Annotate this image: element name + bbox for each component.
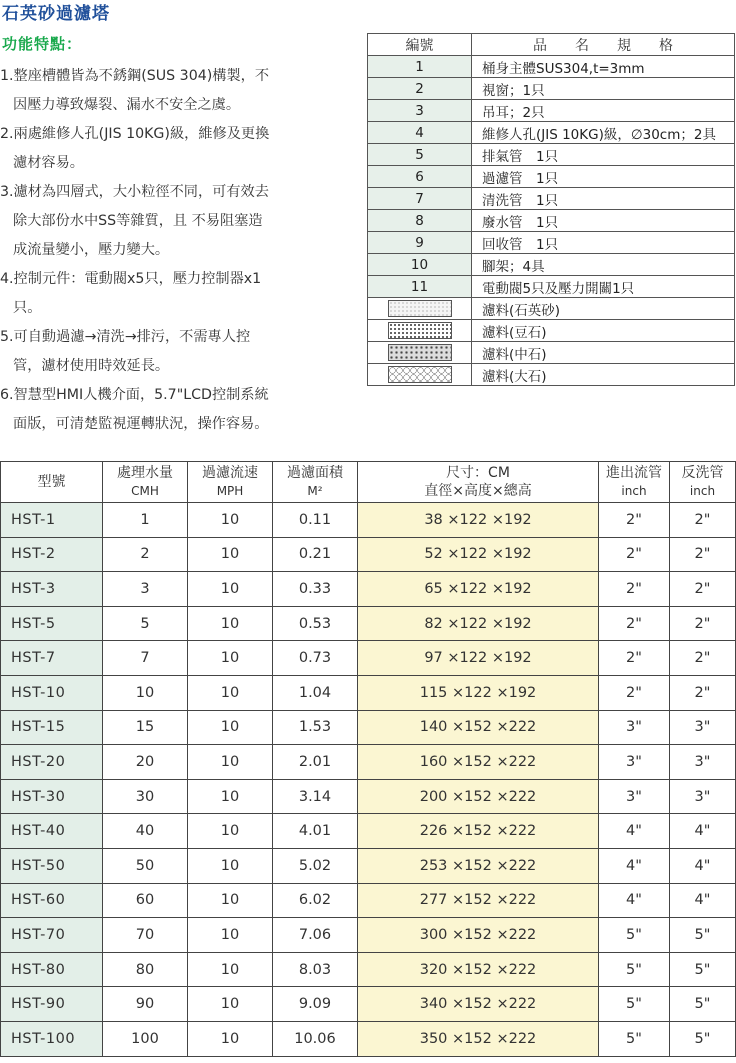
capacity-cell: 70 (103, 918, 188, 953)
speed-header (188, 462, 273, 503)
size-cell: 200 ×152 ×222 (358, 779, 599, 814)
table-row (1, 745, 736, 780)
media-row (368, 298, 735, 320)
size-cell: 52 ×122 ×192 (358, 537, 599, 572)
area-cell: 7.06 (273, 918, 358, 953)
model-cell: HST-20 (1, 745, 103, 780)
parts-name: 過濾管 1只 (472, 166, 735, 188)
capacity-cell: 50 (103, 848, 188, 883)
parts-name: 維修人孔(JIS 10KG)級，∅30cm；2具 (472, 122, 735, 144)
speed-cell: 10 (188, 572, 273, 607)
feature-line: 2.兩處維修人孔(JIS 10KG)級，維修及更換 (0, 126, 270, 142)
backwash-cell: 3" (670, 779, 736, 814)
backwash-cell: 3" (670, 745, 736, 780)
media-row (368, 342, 735, 364)
parts-name: 桶身主體SUS304,t=3mm (472, 56, 735, 78)
backwash-cell: 5" (670, 987, 736, 1022)
feature-item (0, 178, 352, 265)
speed-cell: 10 (188, 1021, 273, 1056)
capacity-cell: 60 (103, 883, 188, 918)
inout-cell: 3" (599, 745, 670, 780)
feature-item (0, 62, 352, 120)
parts-row (368, 100, 735, 122)
media-swatch-cell (368, 364, 472, 386)
quartz-sand-swatch (388, 300, 452, 317)
area-cell: 4.01 (273, 814, 358, 849)
feature-line: 1.整座槽體皆為不銹鋼(SUS 304)構製，不 (0, 68, 270, 84)
area-cell: 0.11 (273, 503, 358, 538)
area-cell: 0.73 (273, 641, 358, 676)
model-cell: HST-100 (1, 1021, 103, 1056)
size-cell: 340 ×152 ×222 (358, 987, 599, 1022)
capacity-cell: 80 (103, 952, 188, 987)
header-label: 反洗管 (681, 465, 724, 481)
speed-cell: 10 (188, 641, 273, 676)
parts-header-row (368, 34, 735, 56)
parts-no: 3 (368, 100, 472, 122)
header-unit: inch (621, 484, 647, 498)
area-cell: 0.21 (273, 537, 358, 572)
parts-row (368, 144, 735, 166)
table-row (1, 987, 736, 1022)
model-cell: HST-15 (1, 710, 103, 745)
capacity-cell: 30 (103, 779, 188, 814)
table-row (1, 675, 736, 710)
inout-cell: 2" (599, 503, 670, 538)
parts-name: 排氣管 1只 (472, 144, 735, 166)
area-cell: 6.02 (273, 883, 358, 918)
feature-line: 濾材容易。 (13, 155, 84, 171)
pea-gravel-swatch (388, 322, 452, 339)
capacity-cell: 7 (103, 641, 188, 676)
inout-cell: 2" (599, 675, 670, 710)
model-cell: HST-5 (1, 606, 103, 641)
speed-cell: 10 (188, 503, 273, 538)
feature-item (0, 323, 352, 381)
capacity-cell: 10 (103, 675, 188, 710)
inout-cell: 4" (599, 883, 670, 918)
backwash-cell: 3" (670, 710, 736, 745)
inout-cell: 2" (599, 572, 670, 607)
speed-cell: 10 (188, 883, 273, 918)
parts-name: 視窗；1只 (472, 78, 735, 100)
parts-name: 回收管 1只 (472, 232, 735, 254)
backwash-cell: 4" (670, 848, 736, 883)
inout-cell: 4" (599, 814, 670, 849)
media-name: 濾料(豆石) (472, 320, 735, 342)
parts-no: 7 (368, 188, 472, 210)
table-row (1, 918, 736, 953)
capacity-cell: 90 (103, 987, 188, 1022)
speed-cell: 10 (188, 952, 273, 987)
parts-row (368, 254, 735, 276)
parts-row (368, 210, 735, 232)
inout-cell: 5" (599, 918, 670, 953)
size-cell: 320 ×152 ×222 (358, 952, 599, 987)
backwash-cell: 2" (670, 503, 736, 538)
inout-cell: 3" (599, 710, 670, 745)
inout-header (599, 462, 670, 503)
feature-line: 3.濾材為四層式，大小粒徑不同，可有效去 (0, 184, 269, 200)
speed-cell: 10 (188, 987, 273, 1022)
feature-line: 4.控制元件：電動閥x5只，壓力控制器x1 (0, 271, 262, 287)
media-name: 濾料(大石) (472, 364, 735, 386)
area-cell: 1.53 (273, 710, 358, 745)
parts-name: 吊耳；2只 (472, 100, 735, 122)
parts-row (368, 232, 735, 254)
parts-no: 1 (368, 56, 472, 78)
parts-no: 2 (368, 78, 472, 100)
feature-item (0, 381, 352, 439)
table-row (1, 572, 736, 607)
header-unit: M² (307, 484, 323, 498)
area-cell: 10.06 (273, 1021, 358, 1056)
size-header (358, 462, 599, 503)
table-row (1, 883, 736, 918)
model-header (1, 462, 103, 503)
speed-cell: 10 (188, 710, 273, 745)
parts-row (368, 122, 735, 144)
parts-row (368, 276, 735, 298)
inout-cell: 2" (599, 606, 670, 641)
backwash-cell: 4" (670, 814, 736, 849)
backwash-cell: 5" (670, 1021, 736, 1056)
capacity-cell: 1 (103, 503, 188, 538)
capacity-cell: 20 (103, 745, 188, 780)
capacity-cell: 5 (103, 606, 188, 641)
size-cell: 350 ×152 ×222 (358, 1021, 599, 1056)
table-row (1, 1021, 736, 1056)
inout-cell: 2" (599, 537, 670, 572)
parts-row (368, 188, 735, 210)
speed-cell: 10 (188, 675, 273, 710)
parts-name: 電動閥5只及壓力開關1只 (472, 276, 735, 298)
table-row (1, 779, 736, 814)
header-label: 處理水量 (117, 465, 173, 481)
features-heading: 功能特點： (2, 35, 83, 53)
header-label: 過濾流速 (202, 465, 258, 481)
capacity-cell: 2 (103, 537, 188, 572)
backwash-cell: 2" (670, 641, 736, 676)
feature-line: 只。 (13, 300, 42, 316)
parts-no: 10 (368, 254, 472, 276)
header-label: 尺寸：CM (446, 465, 510, 481)
model-cell: HST-30 (1, 779, 103, 814)
header-unit: CMH (131, 484, 159, 498)
spec-table (0, 461, 736, 1057)
feature-item (0, 120, 352, 178)
media-name: 濾料(石英砂) (472, 298, 735, 320)
parts-name: 腳架；4具 (472, 254, 735, 276)
header-unit: MPH (216, 484, 244, 498)
feature-line: 面版，可清楚監視運轉狀況，操作容易。 (13, 416, 269, 432)
area-cell: 0.53 (273, 606, 358, 641)
area-header (273, 462, 358, 503)
feature-line: 因壓力導致爆裂、漏水不安全之虞。 (13, 97, 241, 113)
capacity-cell: 15 (103, 710, 188, 745)
area-cell: 8.03 (273, 952, 358, 987)
model-cell: HST-7 (1, 641, 103, 676)
media-name: 濾料(中石) (472, 342, 735, 364)
inout-cell: 2" (599, 641, 670, 676)
size-cell: 277 ×152 ×222 (358, 883, 599, 918)
area-cell: 2.01 (273, 745, 358, 780)
media-swatch-cell (368, 298, 472, 320)
header-unit: 直徑×高度×總高 (424, 483, 532, 499)
feature-line: 6.智慧型HMI人機介面，5.7"LCD控制系統 (0, 387, 269, 403)
parts-name: 清洗管 1只 (472, 188, 735, 210)
table-row (1, 537, 736, 572)
backwash-cell: 2" (670, 675, 736, 710)
table-row (1, 606, 736, 641)
backwash-cell: 4" (670, 883, 736, 918)
table-row (1, 710, 736, 745)
inout-cell: 5" (599, 952, 670, 987)
spec-header-row (1, 462, 736, 503)
header-label: 型號 (37, 474, 66, 490)
speed-cell: 10 (188, 779, 273, 814)
capacity-cell: 100 (103, 1021, 188, 1056)
parts-no-header: 編號 (368, 34, 472, 56)
capacity-header (103, 462, 188, 503)
capacity-cell: 3 (103, 572, 188, 607)
table-row (1, 848, 736, 883)
size-cell: 226 ×152 ×222 (358, 814, 599, 849)
speed-cell: 10 (188, 537, 273, 572)
capacity-cell: 40 (103, 814, 188, 849)
backwash-cell: 5" (670, 918, 736, 953)
inout-cell: 3" (599, 779, 670, 814)
feature-line: 成流量變小，壓力變大。 (13, 242, 170, 258)
parts-no: 9 (368, 232, 472, 254)
table-row (1, 641, 736, 676)
backwash-header (670, 462, 736, 503)
parts-no: 6 (368, 166, 472, 188)
inout-cell: 4" (599, 848, 670, 883)
size-cell: 38 ×122 ×192 (358, 503, 599, 538)
parts-no: 8 (368, 210, 472, 232)
feature-line: 除大部份水中SS等雜質，且 不易阻塞造 (13, 213, 263, 229)
inout-cell: 5" (599, 987, 670, 1022)
size-cell: 97 ×122 ×192 (358, 641, 599, 676)
model-cell: HST-90 (1, 987, 103, 1022)
area-cell: 3.14 (273, 779, 358, 814)
parts-no: 5 (368, 144, 472, 166)
backwash-cell: 2" (670, 606, 736, 641)
area-cell: 9.09 (273, 987, 358, 1022)
size-cell: 140 ×152 ×222 (358, 710, 599, 745)
feature-line: 5.可自動過濾→清洗→排污，不需專人控 (0, 329, 251, 345)
media-row (368, 364, 735, 386)
speed-cell: 10 (188, 848, 273, 883)
parts-table (367, 33, 735, 386)
table-row (1, 503, 736, 538)
size-cell: 253 ×152 ×222 (358, 848, 599, 883)
feature-item (0, 265, 352, 323)
feature-line: 管，濾材使用時效延長。 (13, 358, 170, 374)
size-cell: 115 ×122 ×192 (358, 675, 599, 710)
size-cell: 65 ×122 ×192 (358, 572, 599, 607)
parts-name-header: 品 名 規 格 (472, 34, 735, 56)
model-cell: HST-70 (1, 918, 103, 953)
area-cell: 0.33 (273, 572, 358, 607)
backwash-cell: 2" (670, 537, 736, 572)
speed-cell: 10 (188, 814, 273, 849)
page-title: 石英砂過濾塔 (2, 4, 110, 24)
model-cell: HST-1 (1, 503, 103, 538)
parts-row (368, 78, 735, 100)
backwash-cell: 2" (670, 572, 736, 607)
parts-no: 4 (368, 122, 472, 144)
speed-cell: 10 (188, 745, 273, 780)
parts-row (368, 166, 735, 188)
area-cell: 1.04 (273, 675, 358, 710)
model-cell: HST-3 (1, 572, 103, 607)
model-cell: HST-10 (1, 675, 103, 710)
area-cell: 5.02 (273, 848, 358, 883)
feature-list (0, 62, 352, 439)
model-cell: HST-2 (1, 537, 103, 572)
model-cell: HST-40 (1, 814, 103, 849)
model-cell: HST-60 (1, 883, 103, 918)
size-cell: 300 ×152 ×222 (358, 918, 599, 953)
media-row (368, 320, 735, 342)
model-cell: HST-50 (1, 848, 103, 883)
model-cell: HST-80 (1, 952, 103, 987)
media-swatch-cell (368, 320, 472, 342)
speed-cell: 10 (188, 606, 273, 641)
header-unit: inch (689, 484, 716, 498)
speed-cell: 10 (188, 918, 273, 953)
table-row (1, 952, 736, 987)
parts-no: 11 (368, 276, 472, 298)
header-label: 進出流管 (606, 465, 662, 481)
parts-row (368, 56, 735, 78)
medium-stone-swatch (388, 344, 452, 361)
table-row (1, 814, 736, 849)
inout-cell: 5" (599, 1021, 670, 1056)
large-stone-swatch (388, 366, 452, 383)
parts-name: 廢水管 1只 (472, 210, 735, 232)
media-swatch-cell (368, 342, 472, 364)
header-label: 過濾面積 (287, 465, 343, 481)
size-cell: 160 ×152 ×222 (358, 745, 599, 780)
backwash-cell: 5" (670, 952, 736, 987)
size-cell: 82 ×122 ×192 (358, 606, 599, 641)
